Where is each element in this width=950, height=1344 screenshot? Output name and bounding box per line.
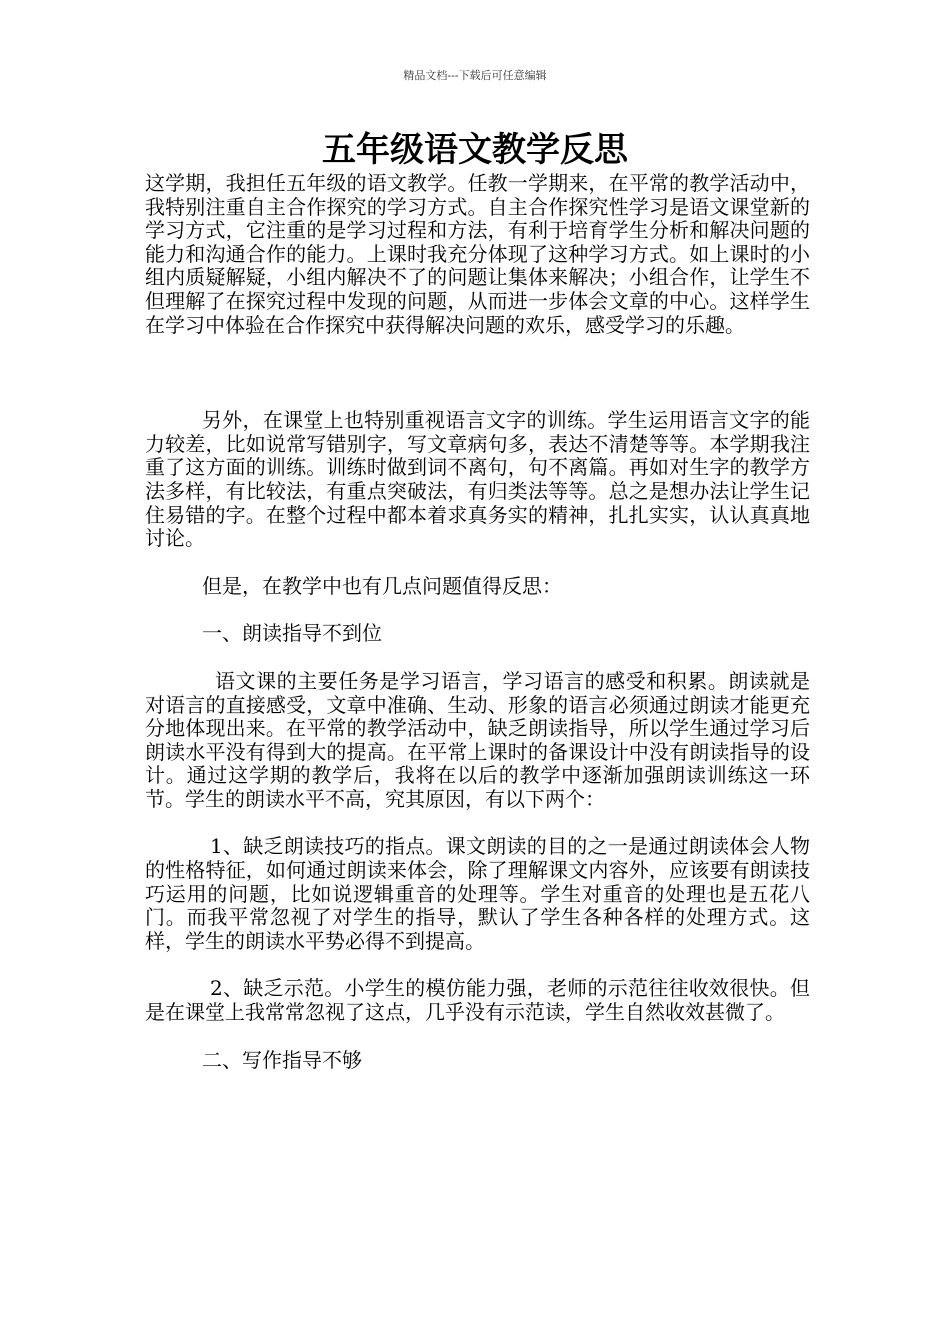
document-body <box>145 172 810 1072</box>
page-header-note: 精品文档---下载后可任意编辑 <box>403 69 547 82</box>
paragraph-point-1: 1、缺乏朗读技巧的指点。课文朗读的目的之一是通过朗读体会人物的性格特征，如何通过朗读来体会，除了理解课文内容外，应该要有朗读技巧运用的问题，比如说逻辑重音的处理等。学生对重音的处理也是五花八门。而我平常忽视了对学生的指导，默认了学生各种各样的处理方式。这样，学生的朗读水平势必得不到提高。 <box>145 834 810 953</box>
paragraph-intro: 这学期，我担任五年级的语文教学。任教一学期来，在平常的教学活动中，我特别注重自主合作探究的学习方式。自主合作探究性学习是语文课堂新的学习方式，它注重的是学习过程和方法，有利于培育学生分析和解决问题的能力和沟通合作的能力。上课时我充分体现了这种学习方式。如上课时的小组内质疑解疑，小组内解决不了的问题让集体来解决；小组合作，让学生不但理解了在探究过程中发现的问题，从而进一步体会文章的中心。这样学生在学习中体验在合作探究中获得解决问题的欢乐，感受学习的乐趣。 <box>145 171 810 337</box>
section-heading-reading: 一、朗读指导不到位 <box>202 621 382 646</box>
paragraph-reading-guidance: 语文课的主要任务是学习语言，学习语言的感受和积累。朗读就是对语言的直接感受，文章中准确、生动、形象的语言必须通过朗读才能更充分地体现出来。在平常的教学活动中，缺乏朗读指导，所以学生通过学习后朗读水平没有得到大的提高。在平常上课时的备课设计中没有朗读指导的设计。通过这学期的教学后，我将在以后的教学中逐渐加强朗读训练这一环节。学生的朗读水平不高，究其原因，有以下两个： <box>145 668 810 811</box>
document-title: 五年级语文教学反思 <box>322 130 628 170</box>
paragraph-point-2: 2、缺乏示范。小学生的模仿能力强，老师的示范往往收效很快。但是在课堂上我常常忽视了这点，几乎没有示范读，学生自然收效甚微了。 <box>145 976 810 1025</box>
paragraph-reflection-lead: 但是，在教学中也有几点问题值得反思： <box>202 573 562 598</box>
section-heading-writing: 二、写作指导不够 <box>202 1047 362 1072</box>
paragraph-language-training: 另外，在课堂上也特别重视语言文字的训练。学生运用语言文字的能力较差，比如说常写错别字，写文章病句多，表达不清楚等等。本学期我注重了这方面的训练。训练时做到词不离句，句不离篇。再如对生字的教学方法多样，有比较法，有重点突破法，有归类法等等。总之是想办法让学生记住易错的字。在整个过程中都本着求真务实的精神，扎扎实实，认认真真地讨论。 <box>145 408 810 551</box>
